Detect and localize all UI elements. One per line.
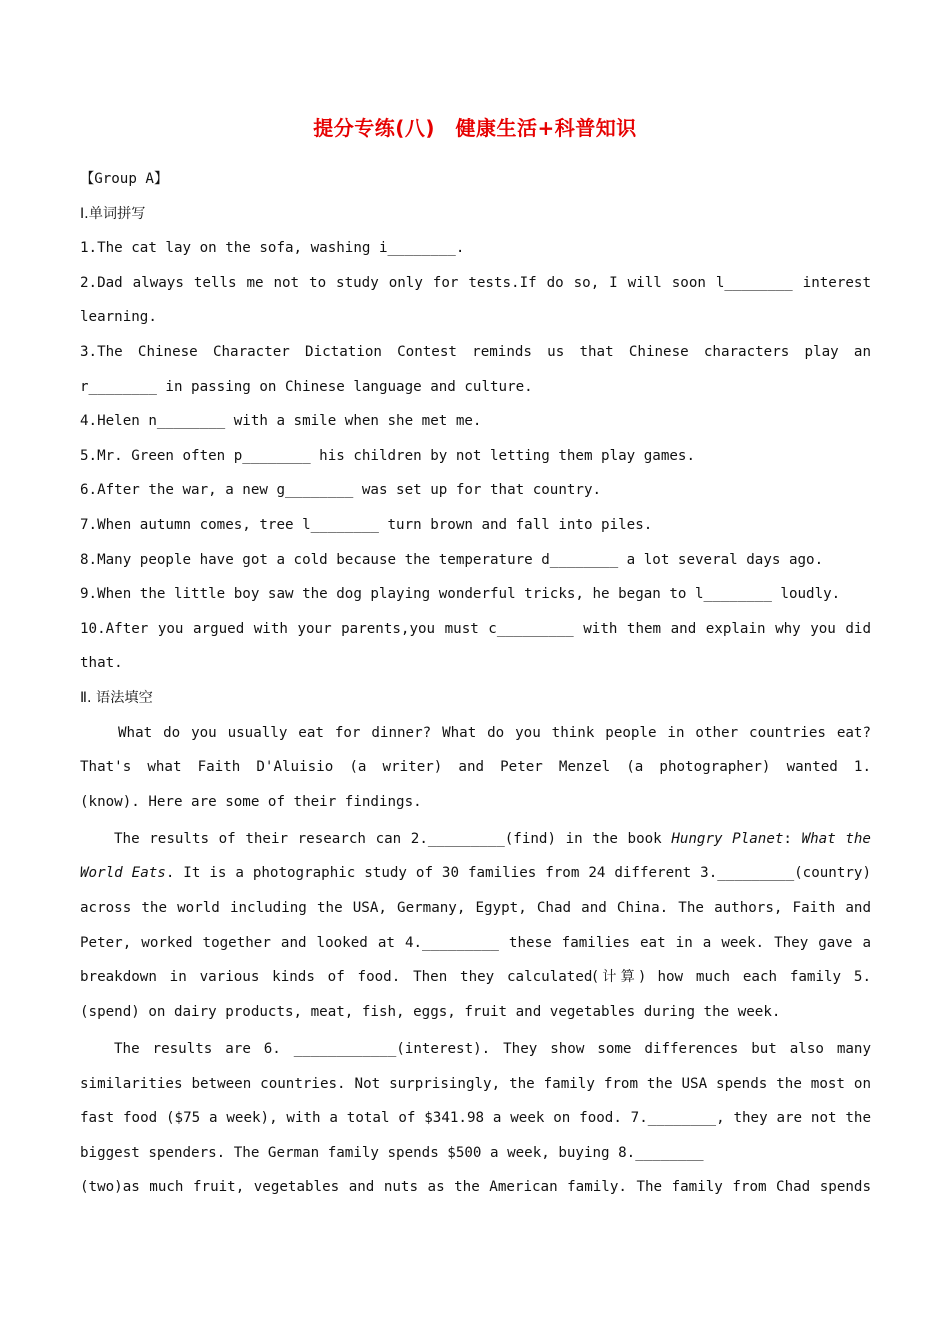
exercise-content: [80, 162, 871, 1205]
question-9: 9.When the little boy saw the dog playing wonderful tricks, he began to l________ loudly.: [80, 586, 841, 603]
passage-p1-line-2: That's what Faith D'Aluisio (a writer) and Peter Menzel (a photographer) wanted 1.: [80, 759, 871, 776]
passage-p2-line-4: Peter, worked together and looked at 4._________ these families eat in a week. They gave a: [80, 934, 871, 951]
question-2-line-2: learning.: [80, 309, 157, 326]
passage-p2-line-5: [80, 960, 871, 995]
passage-p1-line-3: (know). Here are some of their findings.: [80, 793, 422, 810]
section-heading-spelling: Ⅰ.单词拼写: [80, 205, 146, 222]
section-heading-grammar: Ⅱ. 语法填空: [80, 689, 153, 706]
book-title-part-2: What the: [801, 830, 871, 847]
question-10-line-1: 10.After you argued with your parents,you must c_________ with them and explain why you did: [80, 620, 871, 637]
p2-text: The results of their research can 2._________(find) in the book: [114, 830, 672, 847]
group-label: 【Group A】: [80, 171, 169, 187]
question-8: 8.Many people have got a cold because the temperature d________ a lot several days ago.: [80, 551, 824, 568]
question-3-line-2: r________ in passing on Chinese language and culture.: [80, 378, 533, 395]
passage-p2-line-2: [80, 856, 871, 891]
passage-p3-line-5: (two)as much fruit, vegetables and nuts as the American family. The family from Chad spends: [80, 1179, 871, 1196]
passage-p3-line-3: fast food ($75 a week), with a total of $341.98 a week on food. 7.________, they are not the: [80, 1110, 871, 1127]
chinese-gloss: (计算): [592, 969, 645, 986]
page-title: 提分专练(八) 健康生活+科普知识: [313, 116, 637, 140]
p2-text: breakdown in various kinds of food. Then they calculated: [80, 969, 593, 986]
question-10-line-2: that.: [80, 655, 123, 672]
question-4: 4.Helen n________ with a smile when she met me.: [80, 413, 482, 430]
passage-p2-line-1: [80, 822, 871, 857]
passage-p2-line-3: across the world including the USA, Germany, Egypt, Chad and China. The authors, Faith and: [80, 900, 871, 917]
question-5: 5.Mr. Green often p________ his children by not letting them play games.: [80, 447, 695, 464]
passage-p2-line-6: (spend) on dairy products, meat, fish, eggs, fruit and vegetables during the week.: [80, 1003, 781, 1020]
question-7: 7.When autumn comes, tree l________ turn brown and fall into piles.: [80, 516, 653, 533]
passage-p3-line-2: similarities between countries. Not surprisingly, the family from the USA spends the most on: [80, 1075, 871, 1092]
passage-p1-line-1: What do you usually eat for dinner? What do you think people in other countries eat?: [118, 724, 871, 741]
question-3-line-1: 3.The Chinese Character Dictation Contest reminds us that Chinese characters play an: [80, 343, 871, 360]
passage-p3-line-1: The results are 6. ____________(interest). They show some differences but also many: [114, 1041, 871, 1058]
book-title-part-1: Hungry Planet: [671, 830, 784, 847]
passage-p3-line-4: biggest spenders. The German family spends $500 a week, buying 8.________: [80, 1144, 704, 1161]
question-2-line-1: 2.Dad always tells me not to study only for tests.If do so, I will soon l________ interest: [80, 274, 871, 291]
p2-text: . It is a photographic study of 30 families from 24 different 3._________(country): [165, 865, 871, 882]
p2-colon: :: [783, 830, 802, 847]
book-title-part-3: World Eats: [80, 865, 166, 882]
question-1: 1.The cat lay on the sofa, washing i________.: [80, 240, 465, 257]
p2-text: how much each family 5.: [644, 969, 871, 986]
question-6: 6.After the war, a new g________ was set up for that country.: [80, 482, 602, 499]
